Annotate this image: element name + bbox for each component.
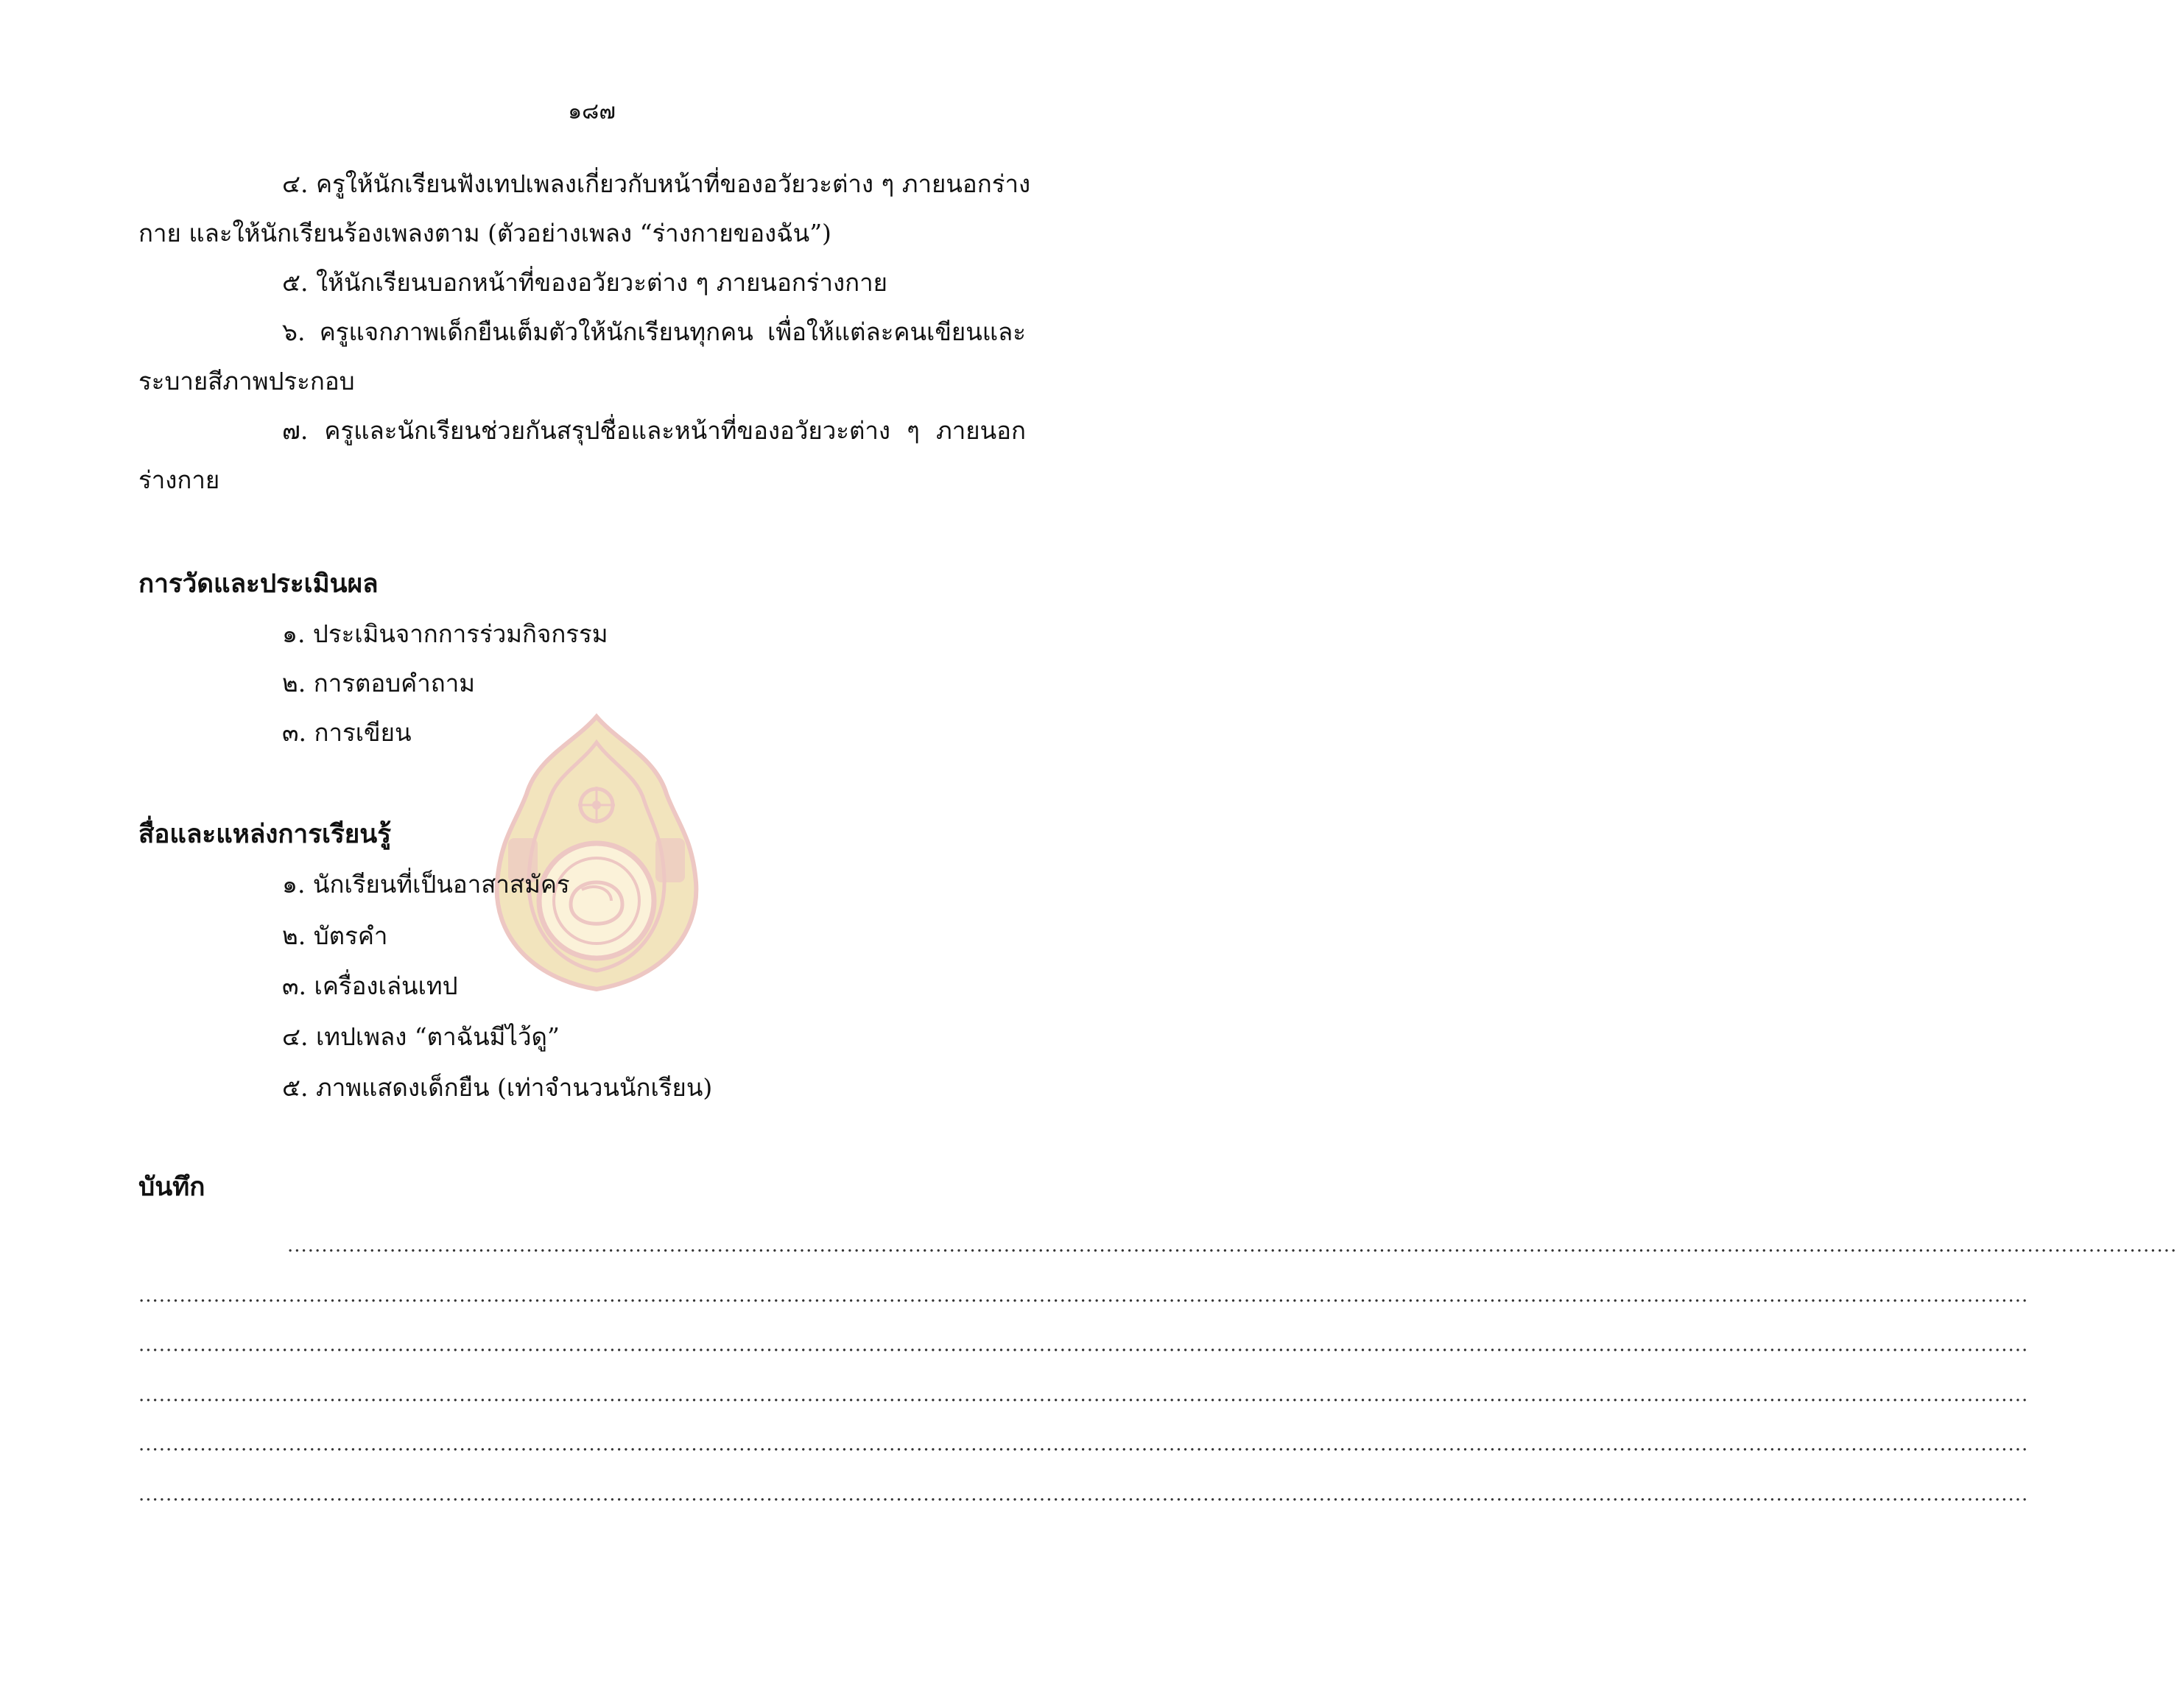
- resources-item: ๑. นักเรียนที่เป็นอาสาสมัคร: [282, 870, 570, 899]
- resources-item: ๔. เทปเพลง “ตาฉันมีไว้ดู”: [282, 1022, 560, 1051]
- note-line: .....................................................................................................................................................................................................................................................................................: [138, 1384, 2029, 1406]
- obec-seal-watermark: [486, 713, 707, 993]
- activity-item-4-line-2: กาย และให้นักเรียนร้องเพลงตาม (ตัวอย่างเพลง “ร่างกายของฉัน”): [138, 219, 831, 247]
- activity-item-7-line-2: ร่างกาย: [138, 465, 220, 494]
- assessment-item: ๒. การตอบคำถาม: [282, 669, 476, 697]
- resources-item: ๓. เครื่องเล่นเทป: [282, 971, 458, 1000]
- assessment-item: ๑. ประเมินจากการร่วมกิจกรรม: [282, 619, 608, 648]
- page-number: ๑๘๗: [568, 99, 616, 124]
- activity-item-6-line-1: ๖. ครูแจกภาพเด็กยืนเต็มตัวให้นักเรียนทุกคน เพื่อให้แต่ละคนเขียนและ: [282, 317, 1026, 346]
- notes-heading: บันทึก: [138, 1172, 205, 1202]
- activity-item-7-line-1: ๗. ครูและนักเรียนช่วยกันสรุปชื่อและหน้าที่ของอวัยวะต่าง ๆ ภายนอก: [282, 416, 1026, 445]
- note-line: .....................................................................................................................................................................................................................................................................................: [287, 1234, 2177, 1257]
- note-line: .....................................................................................................................................................................................................................................................................................: [138, 1483, 2029, 1505]
- resources-heading: สื่อและแหล่งการเรียนรู้: [138, 819, 391, 849]
- activity-item-4-line-1: ๔. ครูให้นักเรียนฟังเทปเพลงเกี่ยวกับหน้าที่ของอวัยวะต่าง ๆ ภายนอกร่าง: [282, 169, 1031, 198]
- resources-item: ๒. บัตรคำ: [282, 921, 388, 950]
- note-line: .....................................................................................................................................................................................................................................................................................: [138, 1334, 2029, 1356]
- resources-item: ๕. ภาพแสดงเด็กยืน (เท่าจำนวนนักเรียน): [282, 1073, 713, 1102]
- assessment-heading: การวัดและประเมินผล: [138, 569, 379, 599]
- activity-item-6-line-2: ระบายสีภาพประกอบ: [138, 367, 355, 396]
- activity-item-5: ๕. ให้นักเรียนบอกหน้าที่ของอวัยวะต่าง ๆ ภายนอกร่างกาย: [282, 268, 888, 297]
- note-line: .....................................................................................................................................................................................................................................................................................: [138, 1433, 2029, 1455]
- note-line: .....................................................................................................................................................................................................................................................................................: [138, 1284, 2029, 1307]
- assessment-item: ๓. การเขียน: [282, 718, 412, 747]
